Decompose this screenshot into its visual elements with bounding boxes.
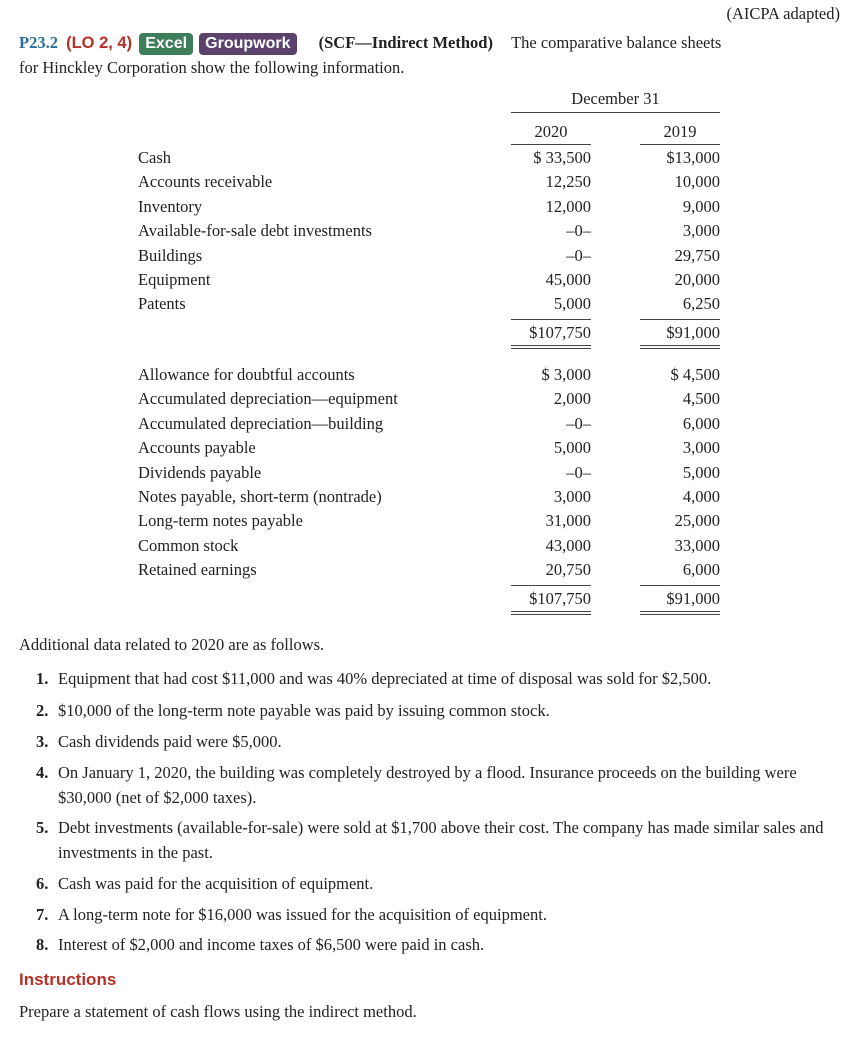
item-number: 2. (36, 701, 49, 720)
item-number: 6. (36, 874, 49, 893)
intro-text-cont: for Hinckley Corporation show the following information. (19, 58, 405, 77)
list-item (36, 932, 842, 957)
divider (640, 144, 720, 145)
col-header-2020: 2020 (534, 122, 568, 141)
item-text: A long-term note for $16,000 was issued for the acquisition of equipment. (58, 905, 547, 924)
row-label: Accounts receivable (138, 172, 273, 192)
value-2019: 9,000 (682, 196, 720, 216)
value-2020: –0– (566, 221, 591, 241)
list-item (36, 815, 842, 865)
additional-data-intro: Additional data related to 2020 are as follows. (19, 635, 325, 654)
item-number: 5. (36, 818, 49, 837)
double-underline (640, 611, 720, 615)
item-text: Cash was paid for the acquisition of equipment. (58, 874, 374, 893)
value-2019: 3,000 (682, 438, 720, 458)
value-2020: 31,000 (545, 511, 591, 531)
divider (511, 585, 591, 586)
item-text: On January 1, 2020, the building was completely destroyed by a flood. Insurance proceeds on the building were $30,000 (net of $2,000 taxes). (58, 763, 797, 807)
value-2020: 5,000 (553, 438, 591, 458)
value-2020: 12,250 (545, 172, 591, 192)
value-2019: $ 4,500 (670, 365, 720, 384)
value-2019: 6,250 (682, 294, 720, 314)
row-label: Cash (138, 148, 171, 167)
liabilities-total-2020: $107,750 (529, 589, 591, 608)
row-label: Buildings (138, 245, 203, 265)
list-item (36, 698, 842, 723)
value-2020: –0– (566, 413, 591, 433)
problem-id: P23.2 (19, 33, 58, 52)
double-underline (640, 345, 720, 349)
double-underline (511, 345, 591, 349)
value-2020: 12,000 (545, 196, 591, 216)
item-text: Debt investments (available-for-sale) were sold at $1,700 above their cost. The company has made similar sales and investments in the past. (58, 818, 824, 862)
divider (511, 319, 591, 320)
item-text: Interest of $2,000 and income taxes of $6,500 were paid in cash. (58, 935, 485, 954)
value-2020: $ 33,500 (533, 148, 591, 167)
list-item (36, 760, 842, 810)
row-label: Inventory (138, 196, 203, 216)
excel-badge: Excel (139, 33, 193, 55)
value-2019: $13,000 (666, 148, 720, 167)
row-label: Patents (138, 294, 186, 314)
list-item (36, 871, 842, 896)
value-2020: 5,000 (553, 294, 591, 314)
item-text: $10,000 of the long-term note payable was paid by issuing common stock. (58, 701, 550, 720)
intro-text: The comparative balance sheets (511, 33, 722, 52)
item-number: 7. (36, 905, 49, 924)
list-item (36, 902, 842, 927)
value-2019: 25,000 (674, 511, 720, 531)
value-2020: –0– (566, 245, 591, 265)
period-header: December 31 (571, 89, 660, 108)
item-text: Cash dividends paid were $5,000. (58, 732, 282, 751)
item-number: 8. (36, 935, 49, 954)
problem-header (19, 33, 721, 55)
value-2019: 6,000 (682, 560, 720, 580)
divider (640, 319, 720, 320)
item-number: 4. (36, 763, 49, 782)
item-number: 3. (36, 732, 49, 751)
value-2019: 10,000 (674, 172, 720, 192)
value-2020: –0– (566, 462, 591, 482)
value-2019: 6,000 (682, 413, 720, 433)
problem-topic: (SCF—Indirect Method) (318, 33, 493, 52)
value-2020: 2,000 (553, 389, 591, 409)
item-text: Equipment that had cost $11,000 and was 40% depreciated at time of disposal was sold for $2,500. (58, 669, 712, 688)
instructions-heading: Instructions (19, 970, 117, 989)
row-label: Notes payable, short-term (nontrade) (138, 487, 382, 506)
value-2019: 33,000 (674, 535, 720, 555)
list-item (36, 729, 842, 754)
value-2019: 3,000 (682, 221, 720, 241)
value-2019: 20,000 (674, 270, 720, 289)
row-label: Dividends payable (138, 462, 262, 482)
groupwork-badge: Groupwork (199, 33, 296, 55)
value-2020: 43,000 (545, 535, 591, 555)
row-label: Allowance for doubtful accounts (138, 365, 355, 384)
value-2019: 4,500 (682, 389, 720, 409)
col-header-2019: 2019 (663, 122, 697, 141)
assets-total-2020: $107,750 (529, 323, 591, 342)
liabilities-total-2019: $91,000 (666, 589, 720, 608)
divider (511, 144, 591, 145)
row-label: Accumulated depreciation—equipment (138, 389, 398, 409)
row-label: Common stock (138, 535, 239, 555)
double-underline (511, 611, 591, 615)
value-2020: 3,000 (553, 487, 591, 506)
value-2020: 20,750 (545, 560, 591, 580)
divider (511, 112, 720, 113)
value-2019: 29,750 (674, 245, 720, 265)
row-label: Available-for-sale debt investments (138, 221, 372, 241)
list-item (36, 666, 842, 691)
value-2019: 4,000 (682, 487, 720, 506)
value-2020: $ 3,000 (541, 365, 591, 384)
value-2019: 5,000 (682, 462, 720, 482)
instructions-text: Prepare a statement of cash flows using the indirect method. (19, 1002, 417, 1021)
row-label: Equipment (138, 270, 211, 289)
source-note: (AICPA adapted) (726, 4, 840, 23)
value-2020: 45,000 (545, 270, 591, 289)
row-label: Retained earnings (138, 560, 257, 580)
row-label: Accumulated depreciation—building (138, 413, 384, 433)
row-label: Long-term notes payable (138, 511, 303, 531)
row-label: Accounts payable (138, 438, 256, 458)
assets-total-2019: $91,000 (666, 323, 720, 342)
item-number: 1. (36, 669, 49, 688)
learning-objectives: (LO 2, 4) (66, 34, 133, 52)
divider (640, 585, 720, 586)
